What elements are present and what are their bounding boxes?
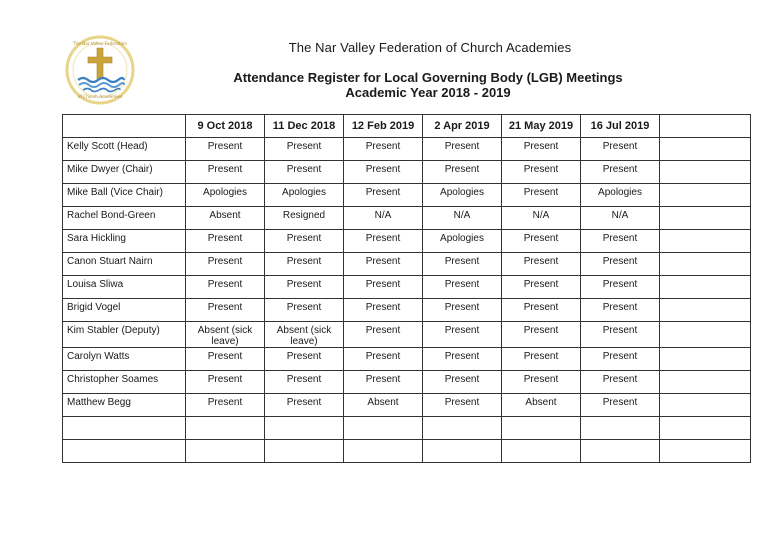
attendance-cell: Present xyxy=(344,348,423,371)
table-row xyxy=(63,184,751,207)
attendance-cell: Present xyxy=(423,348,502,371)
attendance-cell xyxy=(265,417,344,440)
attendance-cell: Present xyxy=(265,161,344,184)
member-name-cell: Mike Dwyer (Chair) xyxy=(63,161,186,184)
member-name-cell xyxy=(63,417,186,440)
attendance-cell xyxy=(660,184,751,207)
member-name-cell: Rachel Bond-Green xyxy=(63,207,186,230)
attendance-cell xyxy=(502,417,581,440)
attendance-cell: Present xyxy=(186,138,265,161)
member-name-cell: Mike Ball (Vice Chair) xyxy=(63,184,186,207)
attendance-cell: Present xyxy=(502,322,581,348)
table-row xyxy=(63,394,751,417)
svg-text:The Nar Valley Federation: The Nar Valley Federation xyxy=(73,41,127,46)
member-name-cell: Kim Stabler (Deputy) xyxy=(63,322,186,348)
member-name-cell: Christopher Soames xyxy=(63,371,186,394)
attendance-cell: Absent xyxy=(186,207,265,230)
table-row xyxy=(63,253,751,276)
attendance-cell: Absent xyxy=(502,394,581,417)
attendance-cell: Present xyxy=(265,371,344,394)
table-row xyxy=(63,371,751,394)
attendance-cell: Present xyxy=(186,348,265,371)
attendance-cell: Present xyxy=(344,276,423,299)
attendance-cell: Present xyxy=(581,348,660,371)
attendance-cell: Present xyxy=(186,230,265,253)
attendance-cell xyxy=(660,417,751,440)
cross-waves-logo-icon xyxy=(64,34,136,106)
attendance-cell: Present xyxy=(186,394,265,417)
attendance-cell xyxy=(660,371,751,394)
attendance-cell: Present xyxy=(423,322,502,348)
attendance-cell xyxy=(344,417,423,440)
attendance-cell: Apologies xyxy=(581,184,660,207)
attendance-cell: Resigned xyxy=(265,207,344,230)
attendance-cell: Apologies xyxy=(423,184,502,207)
column-header xyxy=(660,115,751,138)
attendance-cell: Apologies xyxy=(265,184,344,207)
attendance-cell: Present xyxy=(186,276,265,299)
attendance-cell: Apologies xyxy=(186,184,265,207)
organisation-name: The Nar Valley Federation of Church Academies xyxy=(288,40,572,55)
attendance-cell xyxy=(344,440,423,463)
attendance-cell: Present xyxy=(344,322,423,348)
attendance-cell xyxy=(423,440,502,463)
attendance-cell xyxy=(660,207,751,230)
table-row xyxy=(63,440,751,463)
attendance-cell: N/A xyxy=(423,207,502,230)
column-header: 21 May 2019 xyxy=(502,115,581,138)
attendance-cell: Present xyxy=(581,230,660,253)
attendance-cell: Present xyxy=(265,394,344,417)
column-header xyxy=(63,115,186,138)
column-header: 9 Oct 2018 xyxy=(186,115,265,138)
attendance-cell: Present xyxy=(186,371,265,394)
member-name-cell xyxy=(63,440,186,463)
attendance-cell xyxy=(660,161,751,184)
member-name-cell: Sara Hickling xyxy=(63,230,186,253)
title-line-1: Attendance Register for Local Governing Body (LGB) Meetings xyxy=(233,70,623,85)
attendance-cell xyxy=(581,417,660,440)
table-header-row xyxy=(63,115,751,138)
attendance-cell: Present xyxy=(186,299,265,322)
attendance-cell xyxy=(581,440,660,463)
attendance-cell xyxy=(660,348,751,371)
attendance-cell: N/A xyxy=(344,207,423,230)
table-row xyxy=(63,230,751,253)
attendance-cell xyxy=(660,138,751,161)
attendance-cell: Present xyxy=(581,371,660,394)
member-name-cell: Louisa Sliwa xyxy=(63,276,186,299)
column-header: 11 Dec 2018 xyxy=(265,115,344,138)
attendance-cell: Present xyxy=(344,253,423,276)
attendance-cell: Present xyxy=(186,161,265,184)
attendance-cell: Present xyxy=(581,253,660,276)
attendance-cell: Present xyxy=(265,276,344,299)
attendance-cell: Present xyxy=(344,371,423,394)
table-row xyxy=(63,138,751,161)
table-row xyxy=(63,322,751,348)
attendance-cell: Present xyxy=(265,253,344,276)
attendance-cell: Present xyxy=(344,184,423,207)
attendance-cell: Present xyxy=(502,230,581,253)
attendance-cell: Present xyxy=(265,299,344,322)
attendance-cell xyxy=(660,276,751,299)
attendance-cell xyxy=(502,440,581,463)
svg-text:of Church Academies: of Church Academies xyxy=(77,94,123,99)
attendance-table xyxy=(62,114,751,463)
attendance-cell: Present xyxy=(502,299,581,322)
attendance-cell: Present xyxy=(502,276,581,299)
attendance-cell: Present xyxy=(581,394,660,417)
table-row xyxy=(63,299,751,322)
attendance-cell: Present xyxy=(344,138,423,161)
attendance-cell: Present xyxy=(423,299,502,322)
attendance-cell: Present xyxy=(502,371,581,394)
attendance-cell: Present xyxy=(423,138,502,161)
attendance-cell: Present xyxy=(581,322,660,348)
attendance-cell: Absent xyxy=(344,394,423,417)
attendance-cell: Present xyxy=(265,138,344,161)
attendance-cell: Present xyxy=(581,299,660,322)
attendance-cell: Present xyxy=(502,138,581,161)
attendance-cell xyxy=(660,394,751,417)
table-row xyxy=(63,348,751,371)
table-row xyxy=(63,207,751,230)
attendance-cell: Present xyxy=(423,371,502,394)
column-header: 16 Jul 2019 xyxy=(581,115,660,138)
attendance-cell: Present xyxy=(581,138,660,161)
member-name-cell: Carolyn Watts xyxy=(63,348,186,371)
attendance-cell xyxy=(423,417,502,440)
attendance-cell xyxy=(660,253,751,276)
member-name-cell: Brigid Vogel xyxy=(63,299,186,322)
attendance-cell: Present xyxy=(265,348,344,371)
attendance-cell xyxy=(660,322,751,348)
member-name-cell: Kelly Scott (Head) xyxy=(63,138,186,161)
attendance-cell xyxy=(186,417,265,440)
table-row xyxy=(63,417,751,440)
attendance-cell xyxy=(660,299,751,322)
attendance-cell xyxy=(265,440,344,463)
attendance-cell: Present xyxy=(344,161,423,184)
attendance-cell: Present xyxy=(502,161,581,184)
attendance-cell: Present xyxy=(423,276,502,299)
attendance-cell: N/A xyxy=(502,207,581,230)
attendance-cell xyxy=(186,440,265,463)
attendance-cell: Present xyxy=(581,276,660,299)
attendance-cell: Present xyxy=(344,230,423,253)
attendance-cell: Present xyxy=(423,161,502,184)
member-name-cell: Canon Stuart Nairn xyxy=(63,253,186,276)
page-title xyxy=(168,70,688,100)
attendance-cell: Present xyxy=(265,230,344,253)
column-header: 12 Feb 2019 xyxy=(344,115,423,138)
attendance-cell: Present xyxy=(502,253,581,276)
member-name-cell: Matthew Begg xyxy=(63,394,186,417)
attendance-cell: Apologies xyxy=(423,230,502,253)
attendance-cell: N/A xyxy=(581,207,660,230)
title-line-2: Academic Year 2018 - 2019 xyxy=(345,85,511,100)
attendance-cell xyxy=(660,230,751,253)
attendance-cell: Absent (sick leave) xyxy=(265,322,344,348)
attendance-cell: Present xyxy=(502,348,581,371)
table-row xyxy=(63,161,751,184)
table-row xyxy=(63,276,751,299)
attendance-cell: Present xyxy=(423,394,502,417)
attendance-cell: Present xyxy=(502,184,581,207)
attendance-cell: Present xyxy=(423,253,502,276)
attendance-cell: Present xyxy=(581,161,660,184)
attendance-cell: Present xyxy=(186,253,265,276)
column-header: 2 Apr 2019 xyxy=(423,115,502,138)
attendance-cell xyxy=(660,440,751,463)
attendance-cell: Present xyxy=(344,299,423,322)
attendance-cell: Absent (sick leave) xyxy=(186,322,265,348)
